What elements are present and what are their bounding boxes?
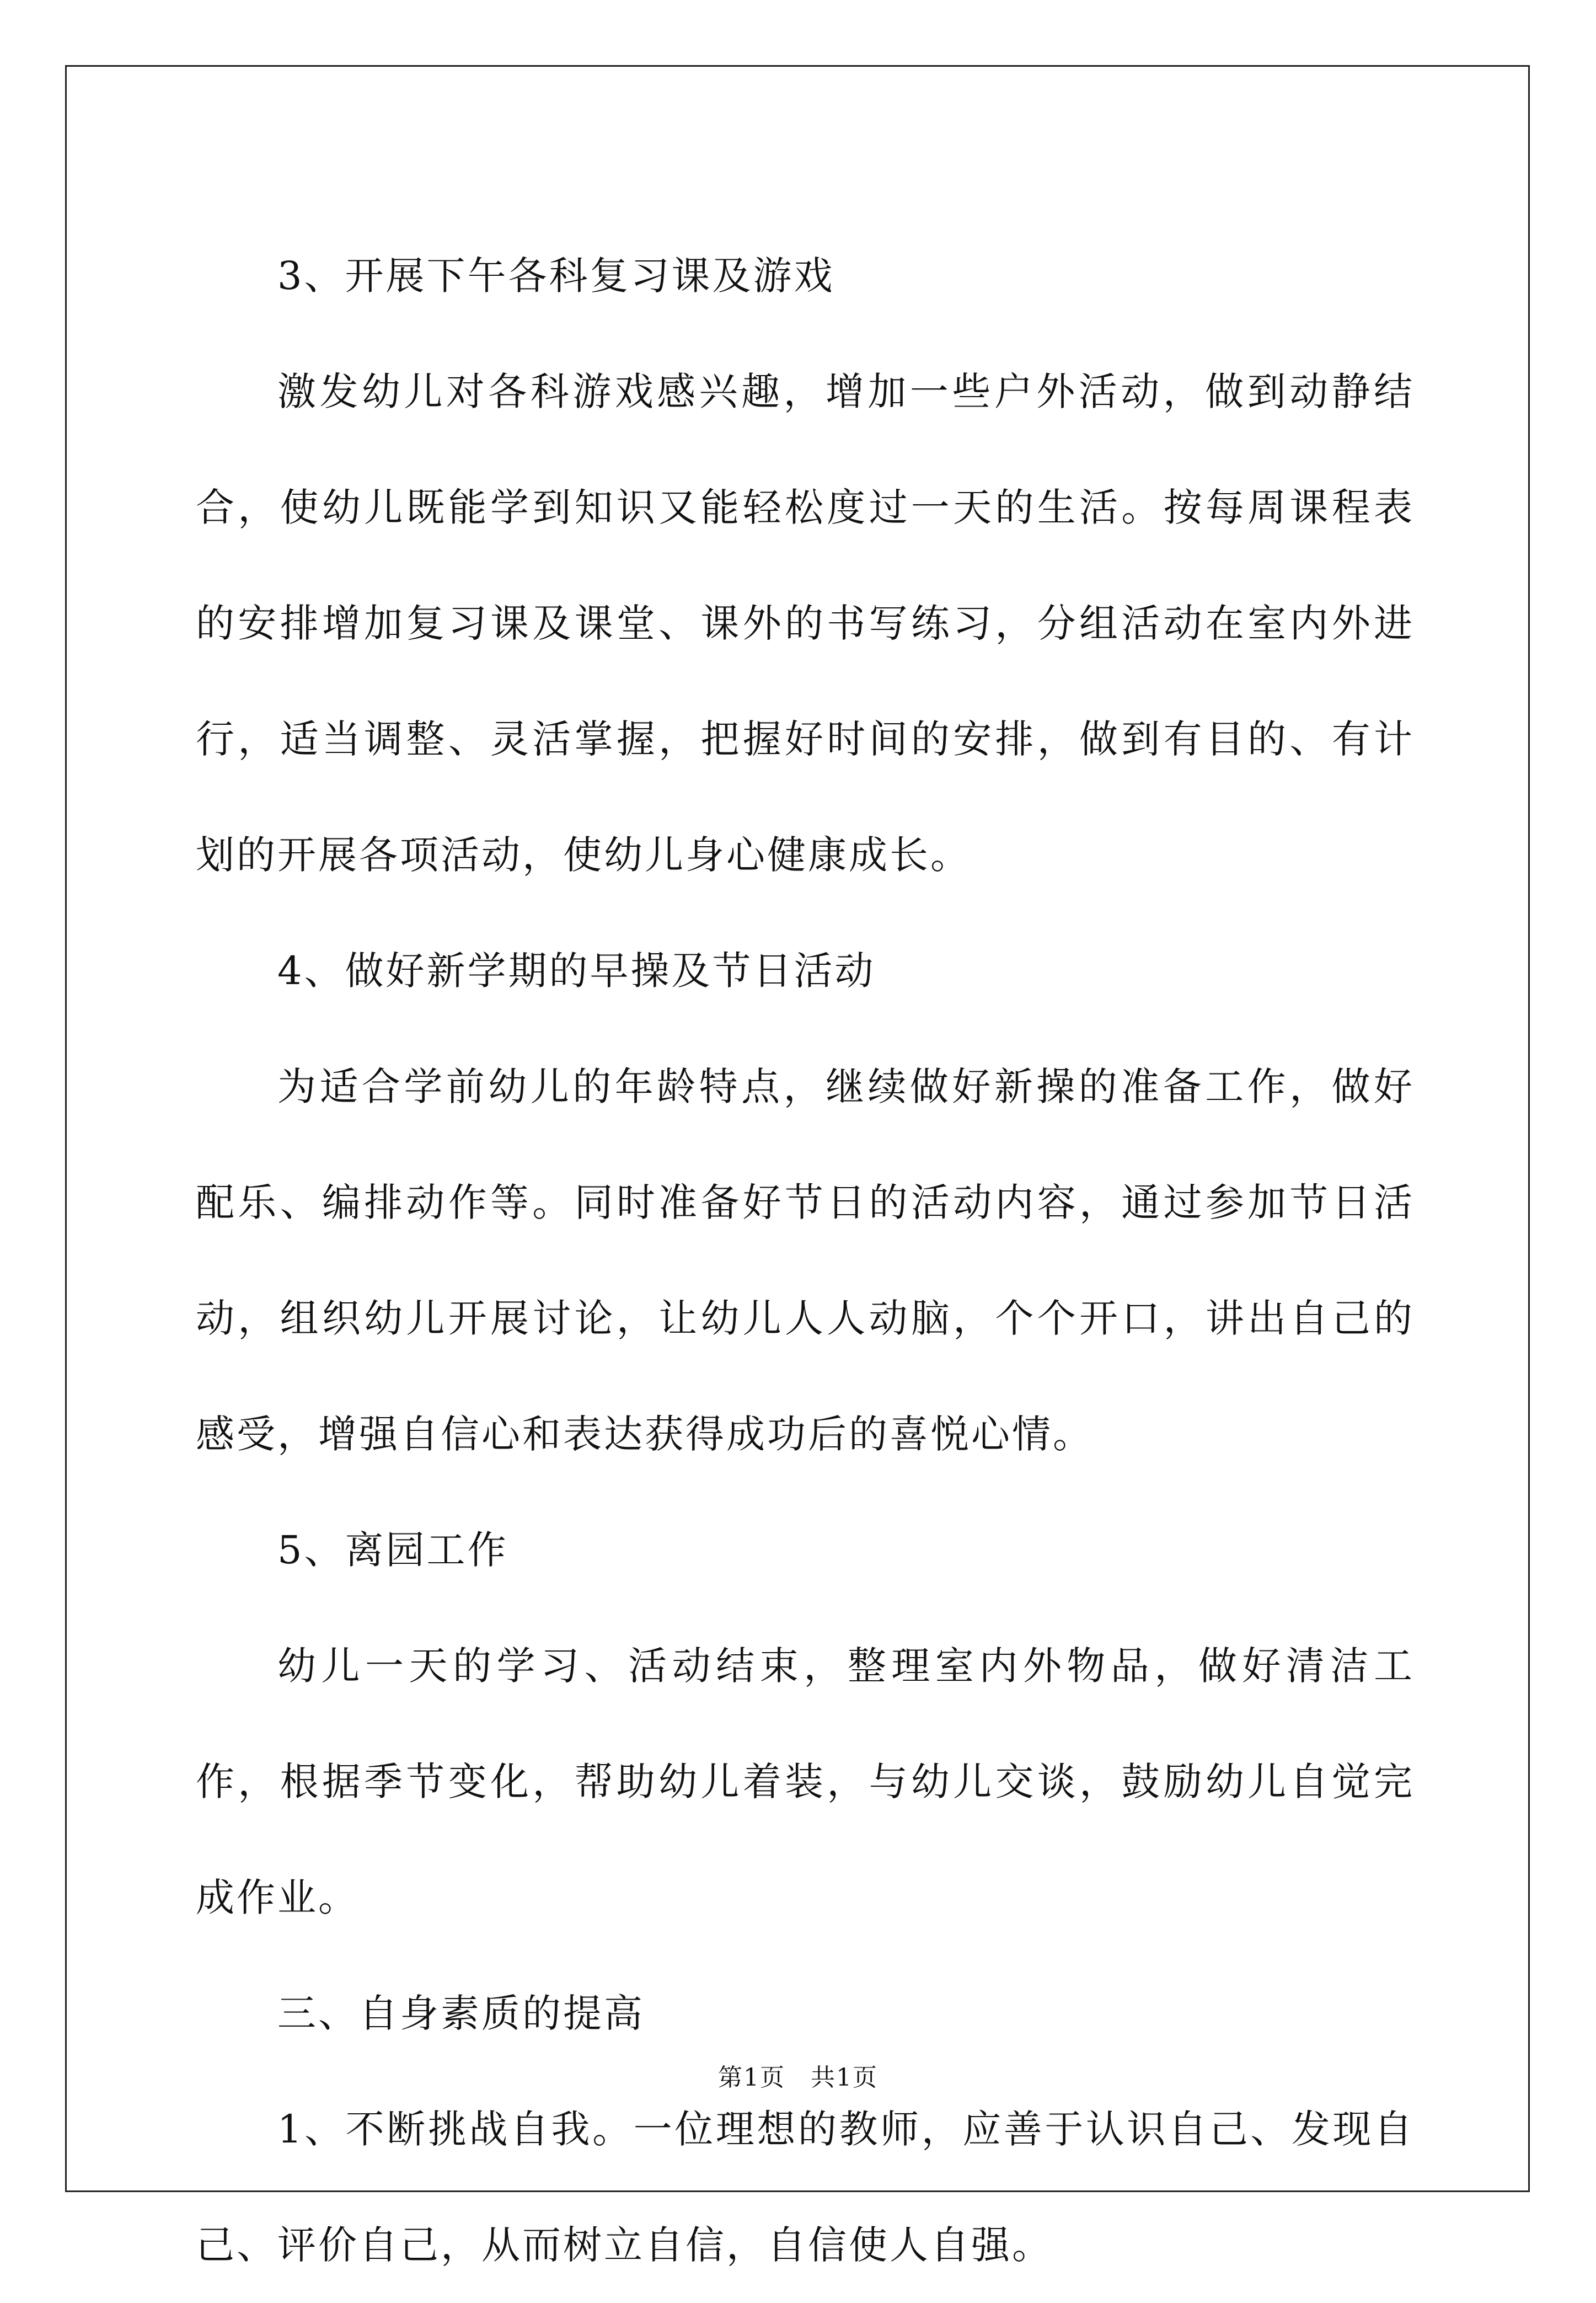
- paragraph-leaving-kindergarten: 幼儿一天的学习、活动结束，整理室内外物品，做好清洁工作，根据季节变化，帮助幼儿着装，与幼儿交谈，鼓励幼儿自觉完成作业。: [196, 1643, 1415, 1920]
- paragraph-afternoon-review: 激发幼儿对各科游戏感兴趣，增加一些户外活动，做到动静结合，使幼儿既能学到知识又能轻松度过一天的生活。按每周课程表的安排增加复习课及课堂、课外的书写练习，分组活动在室内外进行，适当调整、灵活掌握，把握好时间的安排，做到有目的、有计划的开展各项活动，使幼儿身心健康成长。: [196, 369, 1415, 878]
- section-heading-afternoon-review: 3、开展下午各科复习课及游戏: [277, 253, 835, 298]
- document-body: [196, 218, 1415, 2303]
- paragraph-self-challenge: 1、不断挑战自我。一位理想的教师，应善于认识自己、发现自己、评价自己，从而树立自信，自信使人自强。: [196, 2107, 1415, 2268]
- section-heading-self-improvement: 三、自身素质的提高: [277, 1991, 645, 2036]
- page-footer: 第1页 共1页: [718, 2064, 878, 2092]
- section-heading-leaving-kindergarten: 5、离园工作: [277, 1527, 508, 1573]
- section-heading-morning-exercise: 4、做好新学期的早操及节日活动: [277, 948, 876, 993]
- paragraph-morning-exercise: 为适合学前幼儿的年龄特点，继续做好新操的准备工作，做好配乐、编排动作等。同时准备好节日的活动内容，通过参加节日活动，组织幼儿开展讨论，让幼儿人人动脑，个个开口，讲出自己的感受，增强自信心和表达获得成功后的喜悦心情。: [196, 1064, 1415, 1457]
